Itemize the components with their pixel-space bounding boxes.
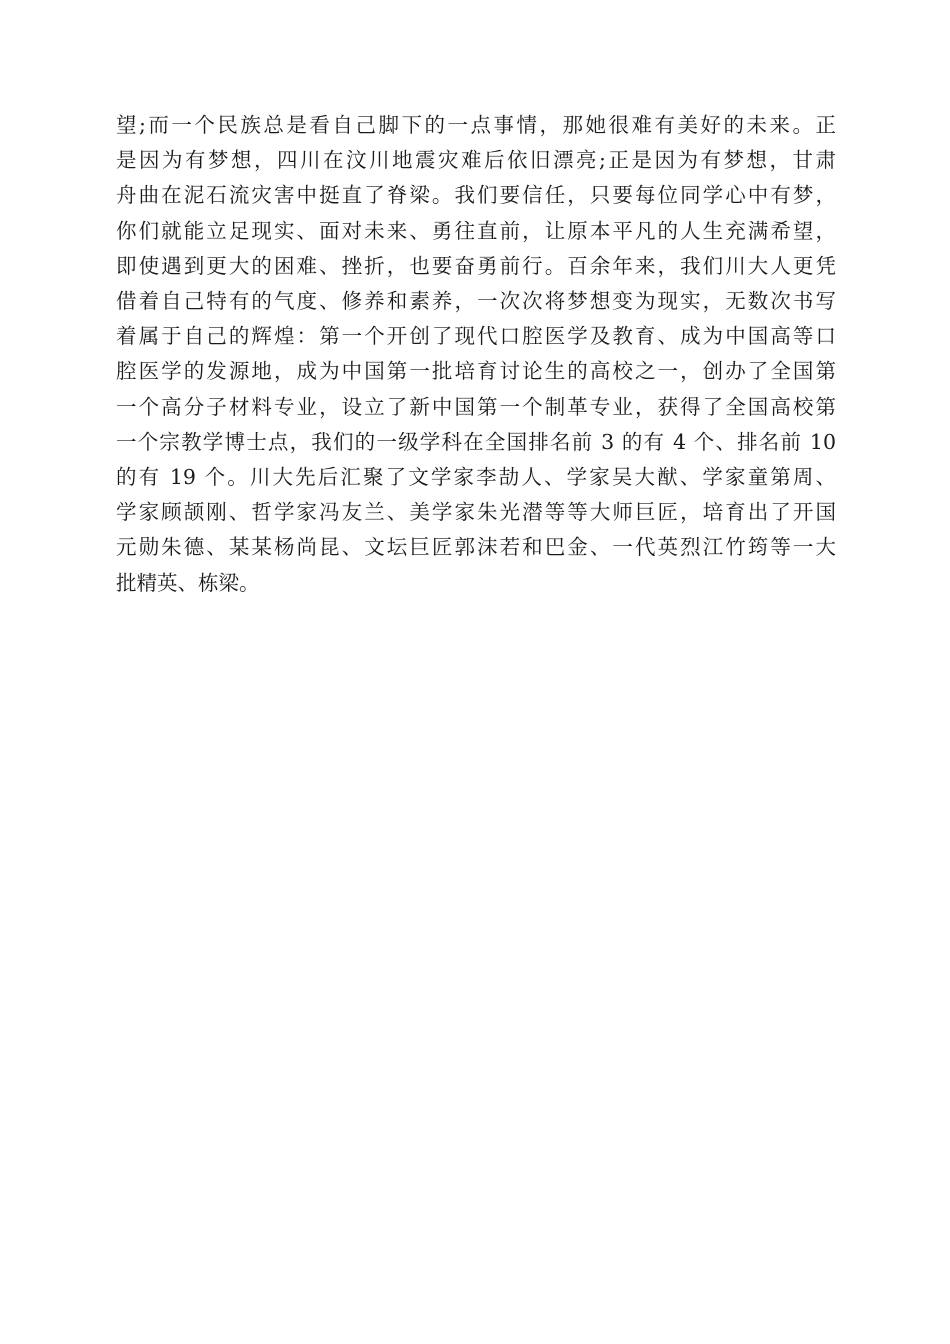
paragraph-line: 学家顾颉刚、哲学家冯友兰、美学家朱光潜等等大师巨匠，培育出了开国: [116, 500, 836, 525]
paragraph-line: 一个宗教学博士点，我们的一级学科在全国排名前 3 的有 4 个、排名前 10: [116, 429, 836, 454]
paragraph-line: 元勋朱德、某某杨尚昆、文坛巨匠郭沫若和巴金、一代英烈江竹筠等一大: [116, 535, 836, 560]
paragraph-line: 批精英、栋梁。: [116, 570, 260, 595]
paragraph-line: 借着自己特有的气度、修养和素养，一次次将梦想变为现实，无数次书写: [116, 289, 836, 314]
paragraph-line: 一个高分子材料专业，设立了新中国第一个制革专业，获得了全国高校第: [116, 394, 836, 419]
paragraph-line: 着属于自己的辉煌：第一个开创了现代口腔医学及教育、成为中国高等口: [116, 324, 836, 349]
body-paragraph: [116, 108, 836, 601]
paragraph-line: 舟曲在泥石流灾害中挺直了脊梁。我们要信任，只要每位同学心中有梦，: [116, 183, 836, 208]
paragraph-line: 即使遇到更大的困难、挫折，也要奋勇前行。百余年来，我们川大人更凭: [116, 253, 836, 278]
paragraph-line: 是因为有梦想，四川在汶川地震灾难后依旧漂亮;正是因为有梦想，甘肃: [116, 148, 836, 173]
paragraph-line: 的有 19 个。川大先后汇聚了文学家李劼人、学家吴大猷、学家童第周、: [116, 465, 836, 490]
paragraph-line: 你们就能立足现实、面对未来、勇往直前，让原本平凡的人生充满希望，: [116, 218, 836, 243]
paragraph-line: 望;而一个民族总是看自己脚下的一点事情，那她很难有美好的未来。正: [116, 113, 836, 137]
paragraph-line: 腔医学的发源地，成为中国第一批培育讨论生的高校之一，创办了全国第: [116, 359, 836, 384]
